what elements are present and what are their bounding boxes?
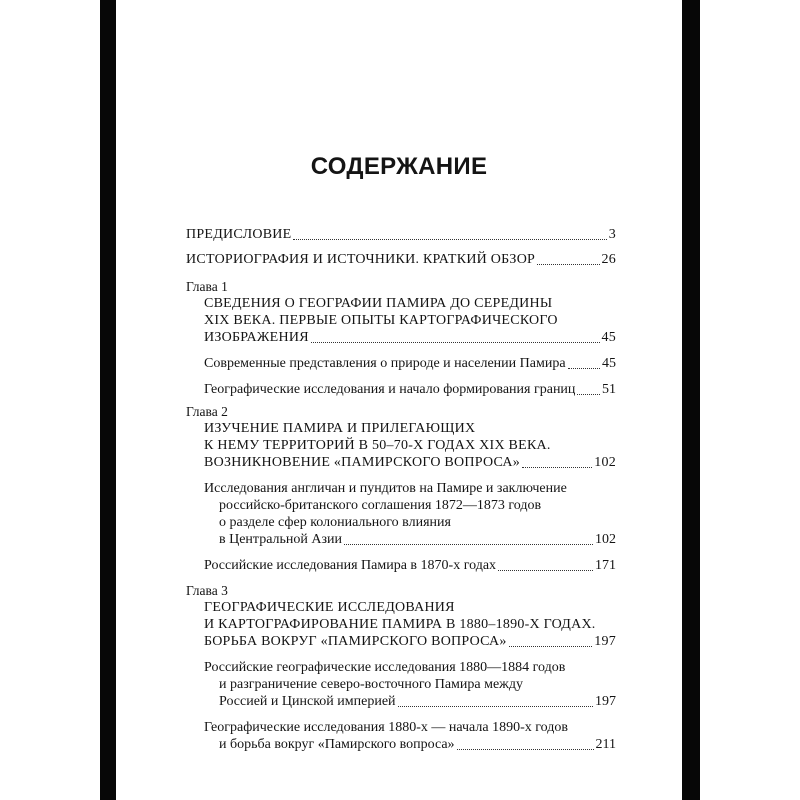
- section-title-line: российско-британского соглашения 1872—1873 годов: [219, 498, 542, 513]
- dot-leader: [457, 748, 594, 750]
- toc-page-number: 102: [594, 455, 616, 470]
- chapter-label: Глава 1: [186, 279, 228, 294]
- chapter-label: Глава 2: [186, 404, 228, 419]
- chapter-title-line: И КАРТОГРАФИРОВАНИЕ ПАМИРА В 1880–1890-Х ГОДАХ.: [204, 617, 596, 632]
- toc-page-number: 51: [602, 382, 616, 397]
- toc-page-number: 3: [608, 227, 616, 242]
- toc-entry-historiography[interactable]: [186, 251, 616, 268]
- section-title-line: и разграничение северо-восточного Памира между: [219, 677, 523, 692]
- dot-leader: [568, 367, 600, 369]
- toc-entry-preface[interactable]: [186, 226, 616, 243]
- section-title-line: Современные представления о природе и населении Памира: [204, 356, 566, 371]
- toc-entry-chapter-title[interactable]: [186, 295, 616, 346]
- section-title-line: о разделе сфер колониального влияния: [219, 515, 451, 530]
- chapter-2: [186, 403, 616, 574]
- toc-entry-section[interactable]: [204, 719, 616, 753]
- chapter-title-line: К НЕМУ ТЕРРИТОРИЙ В 50–70-Х ГОДАХ XIX ВЕКА.: [204, 438, 551, 453]
- chapter-title-line: ИЗОБРАЖЕНИЯ: [204, 330, 309, 345]
- toc-entry-section[interactable]: [204, 381, 616, 398]
- section-title-line: Россией и Цинской империей: [219, 694, 396, 709]
- toc-entry-section[interactable]: [204, 557, 616, 574]
- section-title-line: Географические исследования 1880-х — начала 1890-х годов: [204, 720, 568, 735]
- toc-entry-chapter-title[interactable]: [186, 599, 616, 650]
- section-title-line: Российские исследования Памира в 1870-х годах: [204, 558, 497, 573]
- toc-page-number: 102: [595, 532, 616, 547]
- table-of-contents: [186, 226, 616, 753]
- chapter-title-line: СВЕДЕНИЯ О ГЕОГРАФИИ ПАМИРА ДО СЕРЕДИНЫ: [204, 296, 553, 311]
- toc-entry-title: ПРЕДИСЛОВИЕ: [186, 227, 292, 242]
- dot-leader: [311, 341, 600, 343]
- toc-page-number: 45: [602, 356, 616, 371]
- toc-page-number: 171: [595, 558, 616, 573]
- dot-leader: [537, 263, 599, 265]
- chapter-title-line: ГЕОГРАФИЧЕСКИЕ ИССЛЕДОВАНИЯ: [204, 600, 455, 615]
- section-title-line: Исследования англичан и пундитов на Памире и заключение: [204, 481, 567, 496]
- dot-leader: [577, 393, 600, 395]
- toc-entry-section[interactable]: [204, 480, 616, 548]
- dot-leader: [522, 466, 592, 468]
- right-page-edge: [682, 0, 700, 800]
- toc-page-number: 45: [601, 330, 616, 345]
- toc-page-number: 197: [594, 634, 616, 649]
- toc-entry-chapter-title[interactable]: [186, 420, 616, 471]
- toc-entry-section[interactable]: [204, 659, 616, 710]
- chapter-3: [186, 582, 616, 753]
- chapter-title-line: XIX ВЕКА. ПЕРВЫЕ ОПЫТЫ КАРТОГРАФИЧЕСКОГО: [204, 313, 558, 328]
- toc-page-number: 197: [595, 694, 616, 709]
- dot-leader: [293, 238, 606, 240]
- toc-page-number: 26: [601, 252, 616, 267]
- dot-leader: [344, 543, 593, 545]
- chapter-title-line: ИЗУЧЕНИЕ ПАМИРА И ПРИЛЕГАЮЩИХ: [204, 421, 476, 436]
- page-title: СОДЕРЖАНИЕ: [310, 153, 488, 180]
- section-title-line: Российские географические исследования 1880—1884 годов: [204, 660, 566, 675]
- section-title-line: Географические исследования и начало формирования границ: [204, 382, 576, 397]
- chapter-1: [186, 278, 616, 398]
- dot-leader: [509, 645, 593, 647]
- toc-entry-section[interactable]: [204, 355, 616, 372]
- dot-leader: [398, 705, 593, 707]
- toc-entry-title: ИСТОРИОГРАФИЯ И ИСТОЧНИКИ. КРАТКИЙ ОБЗОР: [186, 252, 536, 267]
- chapter-title-line: ВОЗНИКНОВЕНИЕ «ПАМИРСКОГО ВОПРОСА»: [204, 455, 520, 470]
- chapter-title-line: БОРЬБА ВОКРУГ «ПАМИРСКОГО ВОПРОСА»: [204, 634, 507, 649]
- left-page-edge: [100, 0, 116, 800]
- chapter-label: Глава 3: [186, 583, 228, 598]
- section-title-line: и борьба вокруг «Памирского вопроса»: [219, 737, 455, 752]
- section-title-line: в Центральной Азии: [219, 532, 343, 547]
- dot-leader: [498, 569, 593, 571]
- toc-page-number: 211: [595, 737, 616, 752]
